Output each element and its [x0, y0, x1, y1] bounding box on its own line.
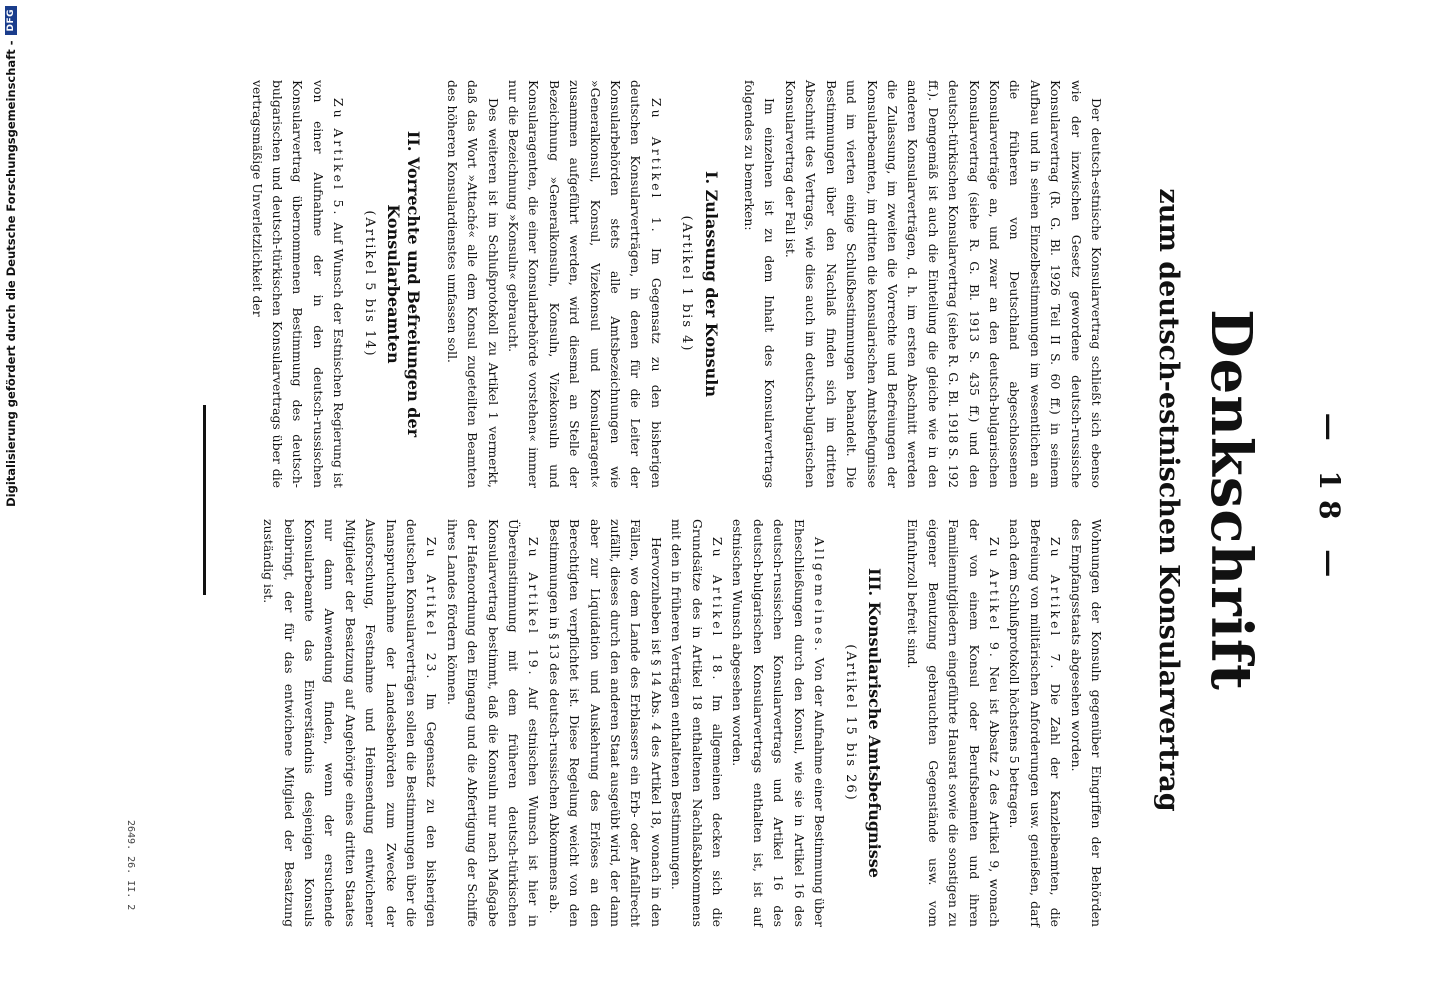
general-text: Von der Aufnahme einer Bestimmung über Eheschließungen durch den Konsul, wie sie in Artikel 16 des deutsch-russischen Konsularvertrags und Artikel 16 des deutsch-bulgarischen Konsularvertrags enthalten ist, ist auf estnischen Wunsch abgesehen worden.: [730, 519, 828, 927]
article-23-paragraph: [258, 519, 442, 927]
page-number: — 18 —: [1313, 412, 1346, 588]
section-2-range: (Artikel 5 bis 14): [361, 210, 377, 358]
document-subtitle: zum deutsch-estnischen Konsularvertrag: [1153, 188, 1184, 812]
article-1-paragraph: [503, 80, 666, 488]
intro-paragraph-2: Im einzelnen ist zu dem Inhalt des Konsularvertrags folgendes zu bemerken:: [742, 80, 778, 488]
article-19-text: Auf estnischen Wunsch ist hier in Übereinstimmung mit dem früheren deutsch-türkischen Konsularvertrag bestimmt, daß die Konsuln nur nach Maßgabe der Hafenordnung den Eingang und die Abfertigung der Schiffe ihres Landes fördern können.: [444, 519, 542, 927]
right-column: [258, 519, 1106, 927]
print-code: 2649. 26. II. 2: [125, 820, 136, 911]
article-19-label: Zu Artikel 19.: [526, 537, 542, 678]
article-19-paragraph: [441, 519, 543, 927]
section-3-range: (Artikel 15 bis 26): [842, 644, 858, 802]
section-1-heading: I. Zulassung der Konsuln: [701, 171, 721, 397]
general-paragraph: [727, 519, 829, 927]
article-18-paragraph-2: Hervorzuheben ist § 14 Abs. 4 des Artikel 18, wonach in den Fällen, wo dem Lande des Erblassers ein Erb- oder Anfallrecht zufällt, dieses durch den anderen Staat ausgeübt wird, der dann aber zur Liquidation und Auskehrung des Erlöses an den Berechtigten verpflichtet ist. Diese Regelung weicht von den Bestimmungen in § 13 des deutsch-russischen Abkommens ab.: [546, 519, 664, 927]
document-title: Denkschrift: [1198, 309, 1264, 691]
article-5-label: Zu Artikel 5.: [331, 98, 347, 218]
article-7-paragraph: [1004, 519, 1065, 927]
section-1-range: (Artikel 1 bis 4): [679, 215, 695, 353]
article-9-label: Zu Artikel 9.: [986, 537, 1002, 660]
article-23-text: Im Gegensatz zu den bisherigen deutschen Konsularverträgen sollen die Bestimmungen über die Inanspruchnahme der Landesbehörden zum Zwecke der Ausforschung, Festnahme und Heimsendung entwichener Mitglieder der Besatzung auf Angehörige eines dritten Staates nur dann Anwendung finden, wenn der ersuchende Konsularbeamte das Einverständnis desjenigen Konsuls beibringt, der für das entwichene Mitglied der Besatzung zuständig ist.: [261, 519, 440, 927]
article-1-label: Zu Artikel 1.: [648, 98, 664, 235]
end-rule: [203, 405, 206, 595]
article-1-text: Im Gegensatz zu den bisherigen deutschen Konsularverträgen, in denen für die Leiter der Konsularbehörden stets alle Amtsbezeichnungen wie »Generalkonsul, Konsul, Vizekonsul und Konsularagent« zusammen aufgeführt werden, wird diesmal an Stelle der Bezeichnung »Generalkonsuln, Konsuln, Vizekonsuln und Konsularagenten, die einer Konsularbehörde vorstehen« immer nur die Bezeichnung »Konsuln« gebraucht.: [506, 80, 664, 488]
article-7-label: Zu Artikel 7.: [1048, 537, 1064, 672]
article-5-paragraph: [246, 80, 348, 488]
left-column: [246, 80, 1106, 488]
dfg-logo: DFG: [5, 6, 17, 35]
article-9-text: Neu ist Absatz 2 des Artikel 9, wonach der von einem Konsul oder Berufsbeamten und ihren Familienmitgliedern eingeführte Hausrat sowie die sonstigen zu eigener Benutzung gebrauchten Gegenstände usw. vom Einfuhrzoll befreit sind.: [905, 519, 1002, 927]
article-5-text: Auf Wunsch der Estnischen Regierung ist von einer Aufnahme der in den deutsch-russischen Konsularvertrag übernommenen Bestimmung des deutsch-bulgarischen und deutsch-türkischen Konsularvertrags über die vertragsmäßige Unverletzlichkeit der: [249, 80, 347, 488]
article-18-label: Zu Artikel 18.: [710, 537, 726, 683]
article-7-text: Die Zahl der Kanzleibeamten, die Befreiung von militärischen Anforderungen usw. genießen, darf nach dem Schlußprotokoll höchstens 5 betragen.: [1007, 519, 1064, 927]
article-18-text: Im allgemeinen decken sich die Grundsätze des in Artikel 18 enthaltenen Nachlaßabkommens mit den in früheren Verträgen enthaltenen Bestimmungen.: [669, 519, 726, 927]
digitization-footer: [0, 0, 22, 1000]
article-9-paragraph: [902, 519, 1004, 927]
article-23-label: Zu Artikel 23.: [424, 537, 440, 682]
intro-paragraph-1: Der deutsch-estnische Konsularvertrag schließt sich ebenso wie der inzwischen Gesetz gewordene deutsch-russische Konsularvertrag (R. G. Bl. 1926 Teil II S. 60 ff.) in seinem Aufbau und in seinen Einzelbestimmungen im wesentlichen an die früheren von Deutschland abgeschlossenen Konsularverträge an, und zwar an den deutsch-bulgarischen Konsularvertrag (siehe R. G. Bl. 1913 S. 435 ff.) und den deutsch-türkischen Konsularvertrag (siehe R. G. Bl. 1918 S. 192 ff.). Demgemäß ist auch die Einteilung die gleiche wie in den anderen Konsularverträgen, d. h. im ersten Abschnitt werden die Zulassung, im zweiten die Vorrechte und Befreiungen der Konsularbeamten, im dritten die konsularischen Amtsbefugnisse und im vierten einige Schlußbestimmungen behandelt. Die Bestimmungen über den Nachlaß finden sich im dritten Abschnitt des Vertrags, wie dies auch im deutsch-bulgarischen Konsularvertrag der Fall ist.: [782, 80, 1104, 488]
section-3-heading: III. Konsularische Amtsbefugnisse: [864, 568, 884, 878]
section-2-heading: II. Vorrechte und Befreiungen der Konsularbeamten: [384, 130, 424, 438]
digitization-note: Digitalisierung gefördert durch die Deutsche Forschungsgemeinschaft -: [4, 40, 18, 507]
article-18-paragraph: [666, 519, 727, 927]
continued-paragraph: Wohnungen der Konsuln gegenüber Eingriffen der Behörden des Empfangsstaats abgesehen worden.: [1068, 519, 1104, 927]
article-1-note: Des weiteren ist im Schlußprotokoll zu Artikel 1 vermerkt, daß das Wort »Attaché« alle dem Konsul zugeteilten Beamten des höheren Konsulardienstes umfassen soll.: [444, 80, 501, 488]
general-label: Allgemeines.: [812, 537, 828, 654]
